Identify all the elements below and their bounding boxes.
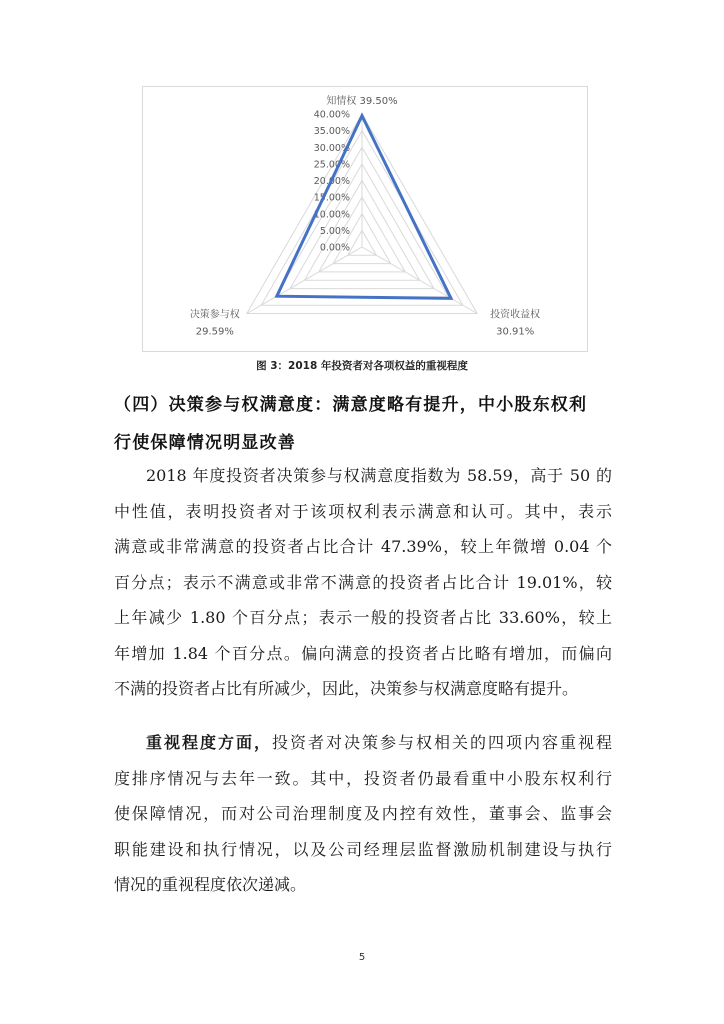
- section-heading-line-1: （四）决策参与权满意度：满意度略有提升，中小股东权利: [114, 395, 588, 415]
- paragraph-2-line: 情况的重视程度依次递减。: [114, 875, 307, 894]
- paragraph-2-line: 职能建设和执行情况，以及公司经理层监督激励机制建设与执行: [114, 839, 612, 859]
- radar-tick-label: 5.00%: [319, 225, 350, 237]
- paragraph-1-line: 百分点；表示不满意或非常不满意的投资者占比合计 19.01%，较: [114, 572, 612, 592]
- paragraph-2-line: 度排序情况与去年一致。其中，投资者仍最看重中小股东权利行: [114, 768, 612, 788]
- radar-value-label: 30.91%: [496, 326, 535, 338]
- radar-tick-label: 20.00%: [313, 176, 350, 187]
- radar-tick-label: 40.00%: [313, 109, 350, 121]
- radar-series-line: [277, 116, 451, 299]
- paragraph-2-first-rest: 投资者对决策参与权相关的四项内容重视程: [272, 733, 612, 752]
- paragraph-1: [114, 458, 612, 707]
- paragraph-1-line: 2018 年度投资者决策参与权满意度指数为 58.59，高于 50 的: [146, 466, 612, 485]
- page-number: 5: [358, 952, 366, 963]
- section-heading-line-2: 行使保障情况明显改善: [114, 433, 296, 453]
- paragraph-1-line: 不满的投资者占比有所减少，因此，决策参与权满意度略有提升。: [114, 679, 579, 698]
- paragraph-1-line: 中性值，表明投资者对于该项权利表示满意和认可。其中，表示: [114, 501, 612, 521]
- radar-chart: [142, 86, 588, 352]
- radar-tick-label: 15.00%: [313, 192, 350, 204]
- paragraph-2: [114, 725, 612, 903]
- radar-axis-label: 决策参与权: [189, 309, 240, 321]
- paragraph-2-lead: 重视程度方面，: [146, 733, 272, 752]
- paragraph-1-line: 上年减少 1.80 个百分点；表示一般的投资者占比 33.60%，较上: [114, 608, 612, 627]
- paragraph-1-line: 满意或非常满意的投资者占比合计 47.39%，较上年微增 0.04 个: [114, 537, 612, 556]
- radar-axis-label: 知情权 39.50%: [326, 96, 398, 107]
- radar-axis-label: 投资收益权: [490, 309, 541, 321]
- radar-chart-svg: [143, 87, 587, 351]
- radar-value-label: 29.59%: [195, 326, 234, 338]
- figure-caption: 图 3：2018 年投资者对各项权益的重视程度: [256, 360, 468, 372]
- radar-tick-label: 0.00%: [319, 242, 350, 254]
- radar-tick-label: 35.00%: [313, 126, 350, 138]
- paragraph-2-first-line: [114, 725, 612, 761]
- radar-tick-label: 25.00%: [313, 159, 350, 171]
- radar-tick-label: 30.00%: [313, 142, 350, 154]
- paragraph-1-line: 年增加 1.84 个百分点。偏向满意的投资者占比略有增加，而偏向: [114, 643, 612, 663]
- radar-tick-label: 10.00%: [313, 209, 350, 221]
- paragraph-2-line: 使保障情况，而对公司治理制度及内控有效性，董事会、监事会: [114, 804, 612, 823]
